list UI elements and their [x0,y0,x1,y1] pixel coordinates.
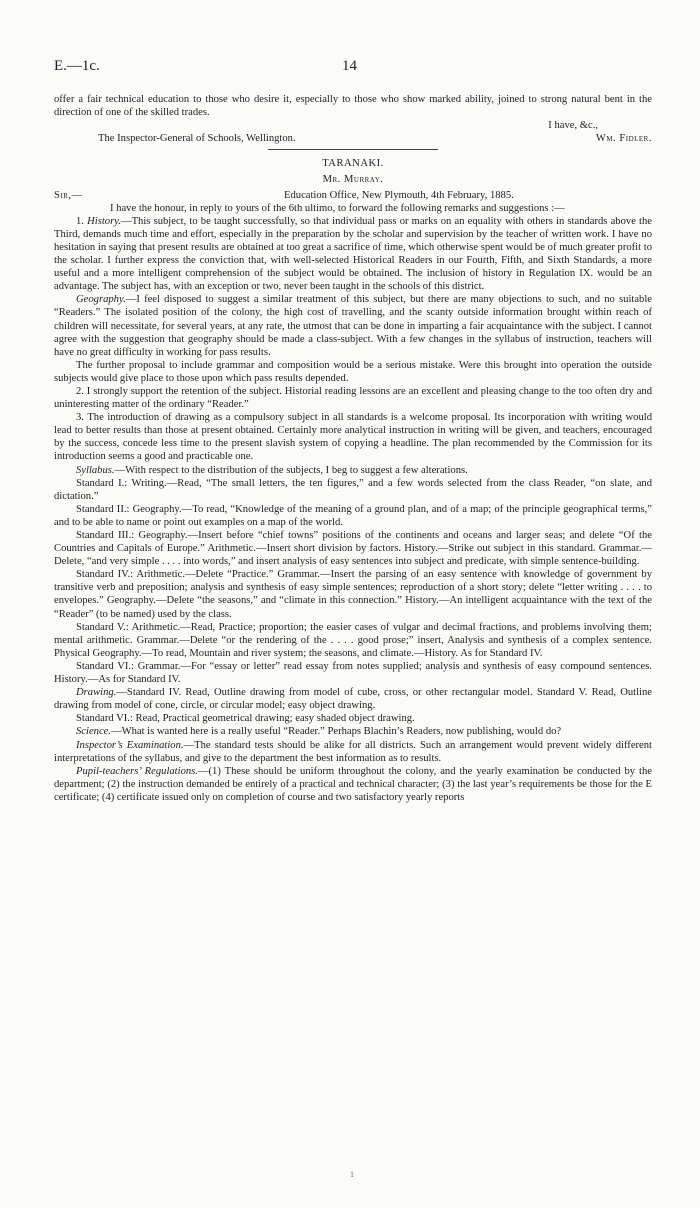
document-reference: E.—1c. [54,58,100,74]
page-header [54,58,652,78]
syllabus-label: Syllabus. [76,464,115,476]
closing-line: I have, &c., [548,120,598,132]
signature-row [54,132,652,145]
salutation-row [54,189,652,202]
science-label: Science. [76,726,111,738]
syllabus-paragraph [54,464,652,477]
pupil-teachers-paragraph [54,765,652,804]
body-text [54,93,652,804]
opening-paragraph: offer a fair technical education to those who desire it, especially to those who show marked ability, joined to strong natural bent in the direction of one of the skilled trades. [54,94,652,119]
science-text: —What is wanted here is a really useful “Reader.” Perhaps Blachin’s Readers, now publishing, would do? [111,726,562,738]
standard-5-paragraph: Standard V.: Arithmetic.—Read, Practice; proportion; the easier cases of vulgar and decimal fractions, and problems involving them; mental arithmetic. Grammar.—Delete “or the rendering of the . . . . good prose;” insert, Analysis and synthesis of a complex sentence. Physical Geography.—To read, Mountain and river system; the seasons, and climate.—History. As for Standard IV. [54,621,652,659]
examination-text: —The standard tests should be alike for all districts. Such an arrangement would prevent widely different interpretations of the syllabus, and give to the department the best information as to results. [54,739,652,764]
drawing-text: —Standard IV. Read, Outline drawing from model of cube, cross, or other rectangular model. Standard V. Read, Outline drawing from model of cone, circle, or circular model; easy object drawing. [54,687,652,712]
examination-paragraph [54,739,652,765]
signature: Wm. Fidler. [595,133,652,145]
geography-paragraph [54,293,652,358]
reading-paragraph: 2. I strongly support the retention of the subject. Historial reading lessons are an excellent and pleasing change to the too often dry and uninteresting matter of the ordinary “Reader.” [54,385,652,411]
history-label: History. [87,215,121,227]
section-divider [268,149,438,150]
geography-text: —I feel disposed to suggest a similar treatment of this subject, but there are many objections to such, and no suitable “Readers.” The isolated position of the colony, the high cost of travelling, and the scanty outside information brought within reach of children will necessitate, for several years, at any rate, the utmost that can be done in imparting a fair acquaintance with the subject. I cannot agree with the suggestion that geography should be made a class-subject. With a few changes in the syllabus of instruction, teachers will have no great difficulty in working for pass results. [54,294,652,358]
history-paragraph [54,215,652,294]
standard-6-paragraph: Standard VI.: Grammar.—For “essay or letter” read essay from notes supplied; analysis and synthesis of easy compound sentences. History.—As for Standard IV. [54,660,652,686]
geography-label: Geography. [76,294,126,306]
examination-label: Inspector’s Examination. [76,739,184,751]
footer-mark: 1 [350,1170,354,1179]
pupil-teachers-text: —(1) These should be uniform throughout the colony, and the yearly examination be conducted by the department; (2) the instruction demanded be entirely of a practical and technical character; (3) the last year’s requirements be those for the E certificate; (4) certificate issued only on completion of course and two satisfactory yearly reports [54,765,652,803]
salutation: Sir,— [54,189,83,201]
intro-paragraph: I have the honour, in reply to yours of the 6th ultimo, to forward the following remarks and suggestions :— [110,202,565,214]
author-heading: Mr. Murray. [322,174,384,186]
page-number: 14 [342,58,357,74]
standard-3-paragraph: Standard III.: Geography.—Insert before “chief towns” positions of the continents and oceans and larger seas; and delete “Of the Countries and Capitals of Europe.” Arithmetic.—Insert short division by factors. History.—Strike out subject in this standard. Grammar.—Delete, “and very simple . . . . into words,” and insert analysis of easy sentences into subject and predicate, with simple sentence-building. [54,530,652,568]
drawing-paragraph [54,686,652,712]
syllabus-text: —With respect to the distribution of the subjects, I beg to suggest a few alterations. [114,464,468,476]
standard-1-paragraph: Standard I.: Writing.—Read, “The small letters, the ten figures,” and a few words selected from the class Reader, “on slate, and dictation.” [54,477,652,502]
standard-4-paragraph: Standard IV.: Arithmetic.—Delete “Practice.” Grammar.—Insert the parsing of an easy sentence with knowledge of government by transitive verb and preposition; analysis and synthesis of easy simple sentences; reproduction of a short story; delete “letter writing . . . . to envelopes.” Geography.—Delete “the seasons,” and “climate in this connection.” History.—An intelligent acquaintance with the text of the “Reader” (to be named) used by the class. [54,569,652,620]
drawing-standard-6-paragraph: Standard VI.: Read, Practical geometrical drawing; easy shaded object drawing. [76,713,415,725]
dateline: Education Office, New Plymouth, 4th February, 1885. [284,189,514,201]
history-number: 1. [76,215,88,227]
addressee: The Inspector-General of Schools, Wellington. [98,133,296,145]
history-text: —This subject, to be taught successfully, so that individual pass or marks on an equality with others in standards above the Third, demands much time and effort, especially in the preparation by the scholar and supervision by the teacher of written work. I have no hesitation in saying that present results are obtained at too great a sacrifice of time, which otherwise spent would be of much greater profit to the scholar. I further express the conviction that, with well-selected Historical Readers in our Fourth, Fifth, and Sixth Standards, a more useful and a more intelligent comprehension of the subject would be obtained. The inclusion of history in Regulation IX. would be an advantage. The subject has, with an exception or two, never been taught in the schools of this district. [54,215,653,293]
standard-2-paragraph: Standard II.: Geography.—To read, “Knowledge of the meaning of a ground plan, and of a map; of the principle geographical terms,” and to be able to name or point out examples on a map of the world. [54,503,652,528]
science-paragraph [54,725,652,738]
drawing-intro-paragraph: 3. The introduction of drawing as a compulsory subject in all standards is a welcome proposal. Its incorporation with writing would lead to better results than those at present obtained. Certainly more analytical instruction in writing will be given, and teachers, encouraged by the success, concede less time to the present slavish system of copying a headline. The plan recommended by the Commission for its introduction seems a good and practicable one. [54,412,652,463]
drawing-label: Drawing. [76,687,117,699]
grammar-paragraph: The further proposal to include grammar and composition would be a serious mistake. Were this brought into operation the outside subjects would give place to those upon which pass results depended. [54,359,652,384]
district-heading: TARANAKI. [322,158,384,170]
pupil-teachers-label: Pupil-teachers’ Regulations. [76,765,198,777]
